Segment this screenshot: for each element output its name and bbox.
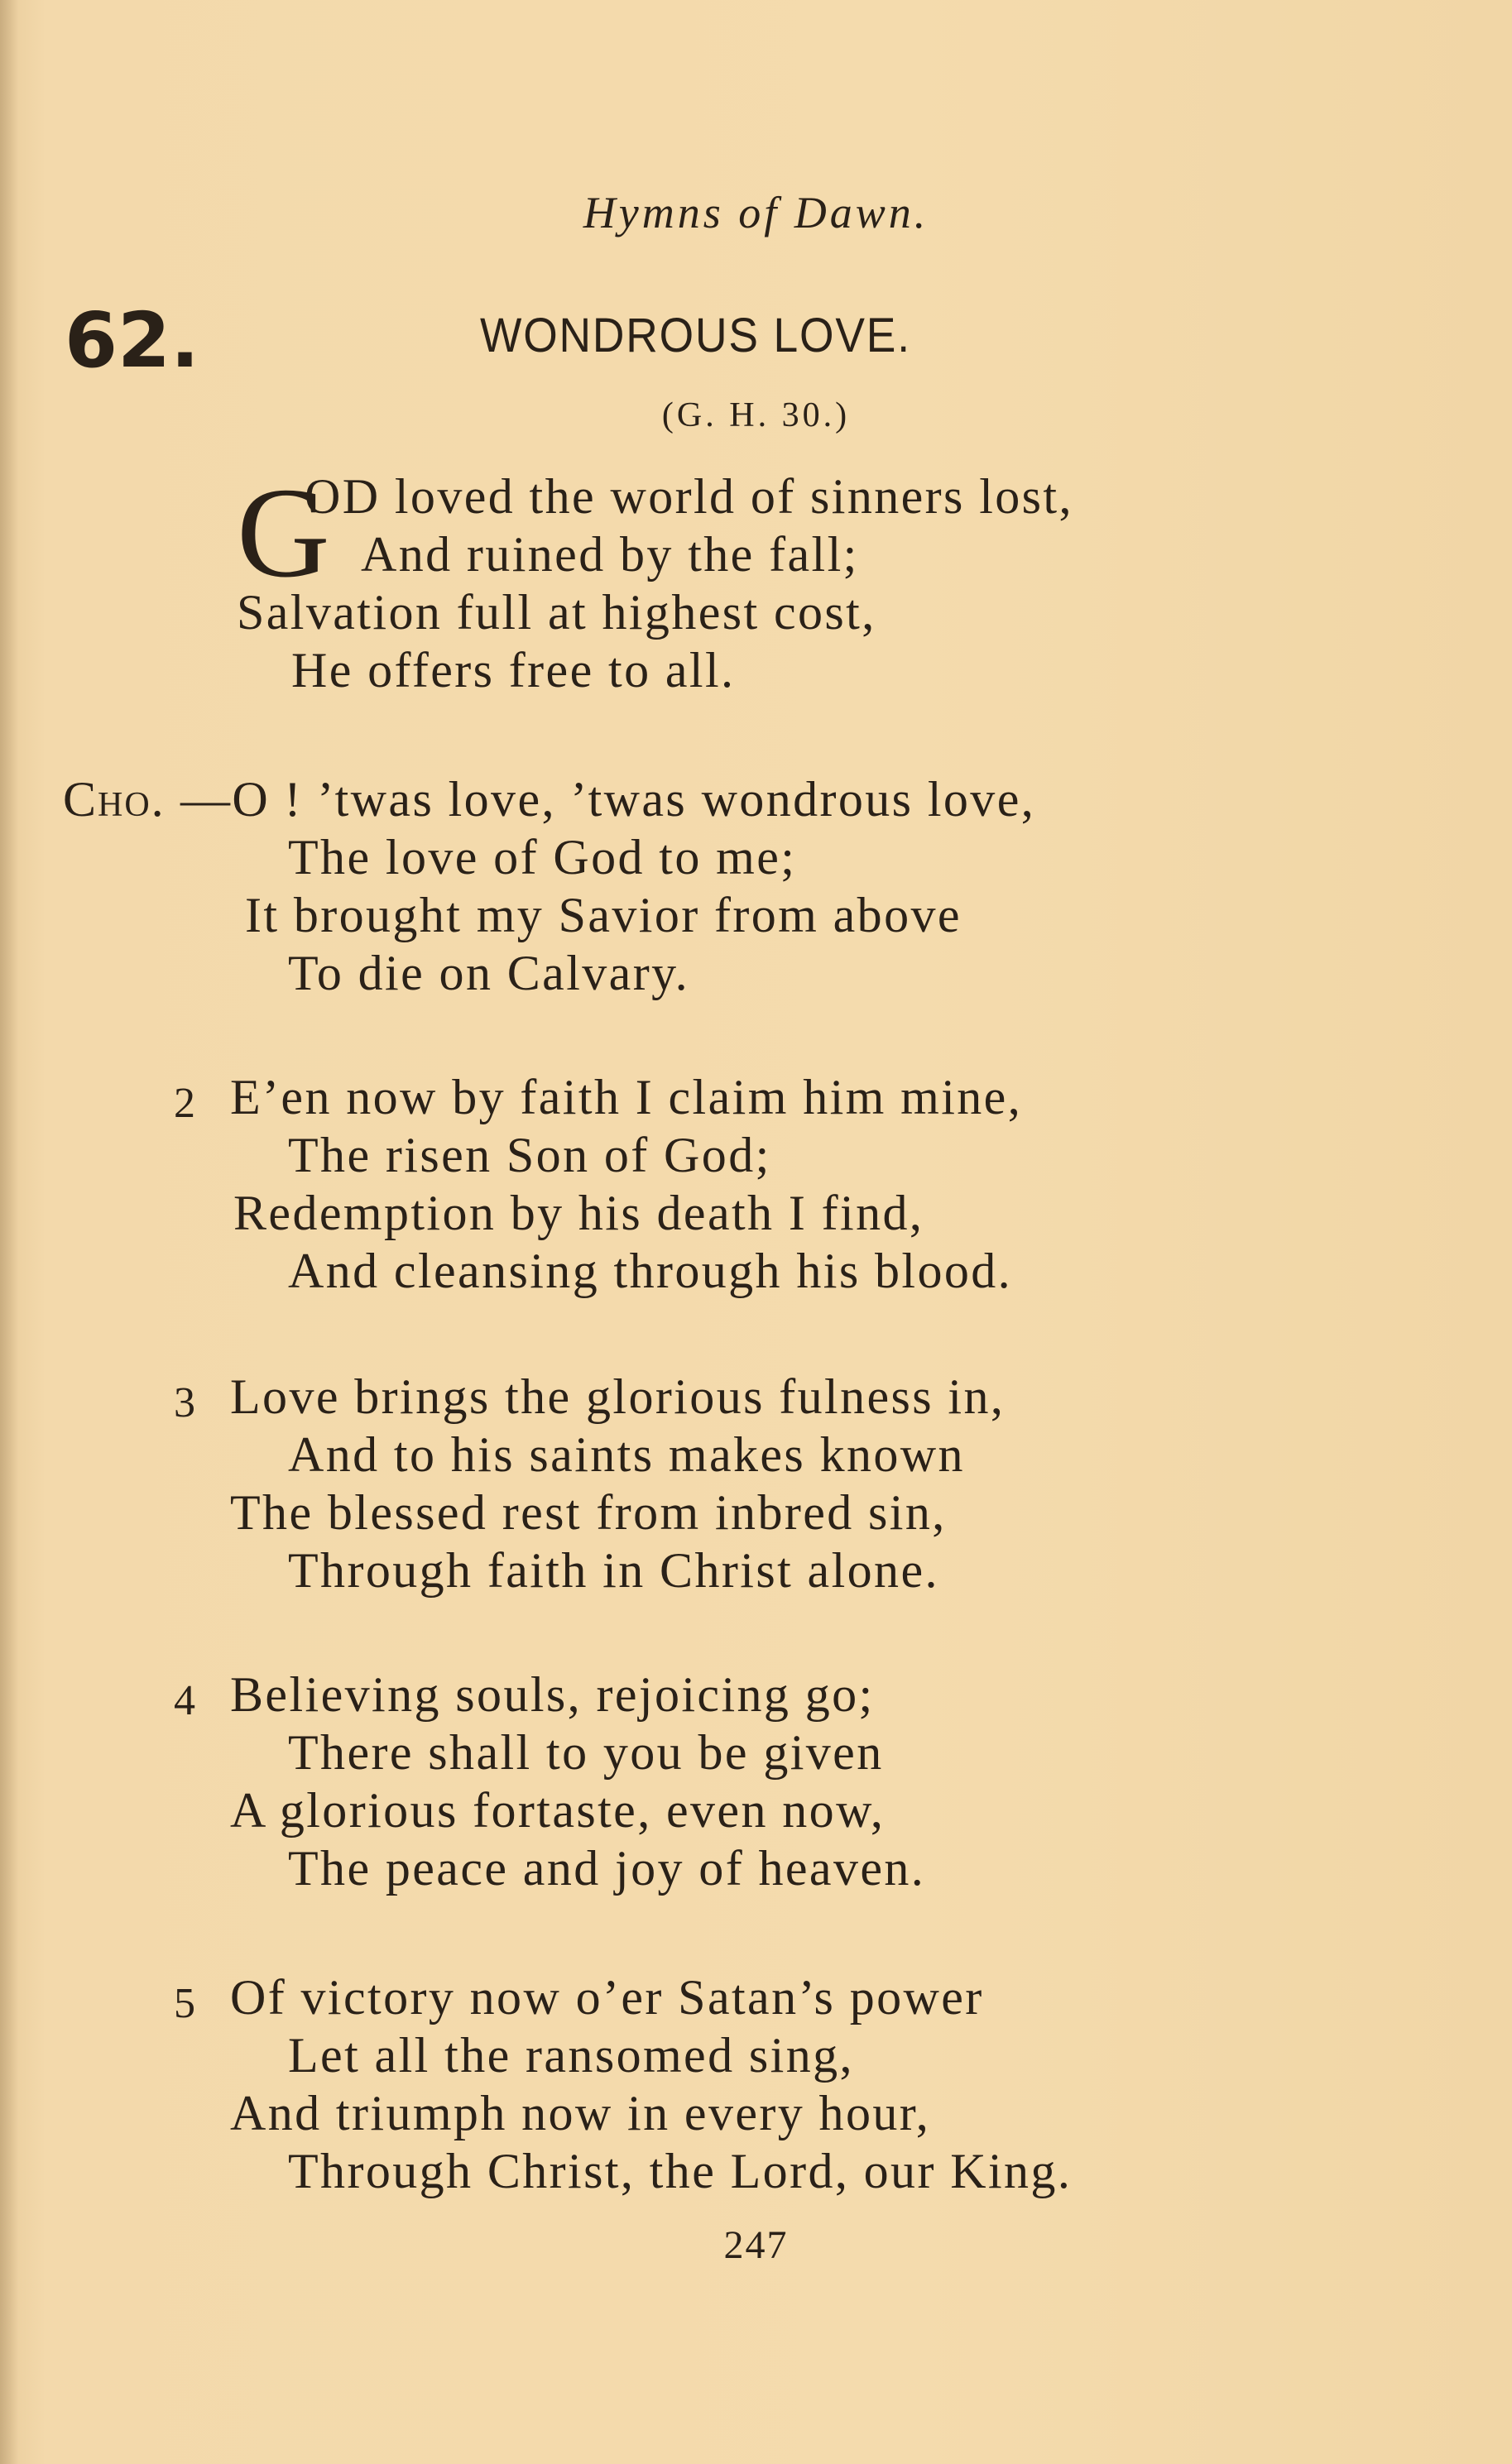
chorus-label: Cho. bbox=[63, 772, 166, 827]
verse-3-number: 3 bbox=[174, 1379, 195, 1426]
verse-5-number: 5 bbox=[174, 1980, 195, 2027]
verse-5-line-4: Through Christ, the Lord, our King. bbox=[288, 2144, 1073, 2198]
verse-2-number: 2 bbox=[174, 1080, 195, 1127]
page-spine-shadow bbox=[0, 0, 18, 2464]
verse-2-line-1: E’en now by faith I claim him mine, bbox=[230, 1070, 1023, 1124]
verse-2-line-4: And cleansing through his blood. bbox=[288, 1244, 1013, 1298]
tune-reference: (G. H. 30.) bbox=[661, 396, 851, 434]
hymn-title: WONDROUS LOVE. bbox=[480, 309, 911, 362]
verse-2-line-2: The risen Son of God; bbox=[288, 1128, 771, 1182]
chorus-line-3: It brought my Savior from above bbox=[245, 888, 962, 942]
verse-4-line-1: Believing souls, rejoicing go; bbox=[230, 1667, 875, 1722]
page-number: 247 bbox=[723, 2223, 789, 2267]
verse-1-line-4: He offers free to all. bbox=[291, 643, 736, 697]
chorus-line-4: To die on Calvary. bbox=[288, 946, 689, 1000]
verse-3-line-4: Through faith in Christ alone. bbox=[288, 1543, 939, 1598]
chorus-line-2: The love of God to me; bbox=[288, 830, 797, 884]
drop-cap-letter: G bbox=[237, 461, 330, 604]
verse-4-line-4: The peace and joy of heaven. bbox=[288, 1841, 926, 1896]
verse-2-line-3: Redemption by his death I find, bbox=[233, 1186, 924, 1240]
verse-5-line-2: Let all the ransomed sing, bbox=[288, 2028, 854, 2083]
verse-4-line-2: There shall to you be given bbox=[288, 1725, 884, 1780]
verse-1-line-3: Salvation full at highest cost, bbox=[237, 585, 876, 640]
hymn-number: 62. bbox=[65, 296, 199, 385]
verse-3-line-1: Love brings the glorious fulness in, bbox=[230, 1369, 1006, 1424]
verse-3-line-3: The blessed rest from inbred sin, bbox=[230, 1485, 947, 1540]
verse-5-line-3: And triumph now in every hour, bbox=[230, 2086, 931, 2140]
verse-1-line-2: And ruined by the fall; bbox=[361, 527, 859, 582]
verse-1-line-1: OD loved the world of sinners lost, bbox=[305, 469, 1073, 524]
verse-4-line-3: A glorious fortaste, even now, bbox=[230, 1783, 886, 1838]
chorus-line-1: —O ! ’twas love, ’twas wondrous love, bbox=[180, 772, 1036, 827]
verse-4-number: 4 bbox=[174, 1677, 195, 1724]
verse-3-line-2: And to his saints makes known bbox=[288, 1427, 965, 1482]
running-head: Hymns of Dawn. bbox=[583, 188, 929, 237]
verse-5-line-1: Of victory now o’er Satan’s power bbox=[230, 1970, 984, 2025]
